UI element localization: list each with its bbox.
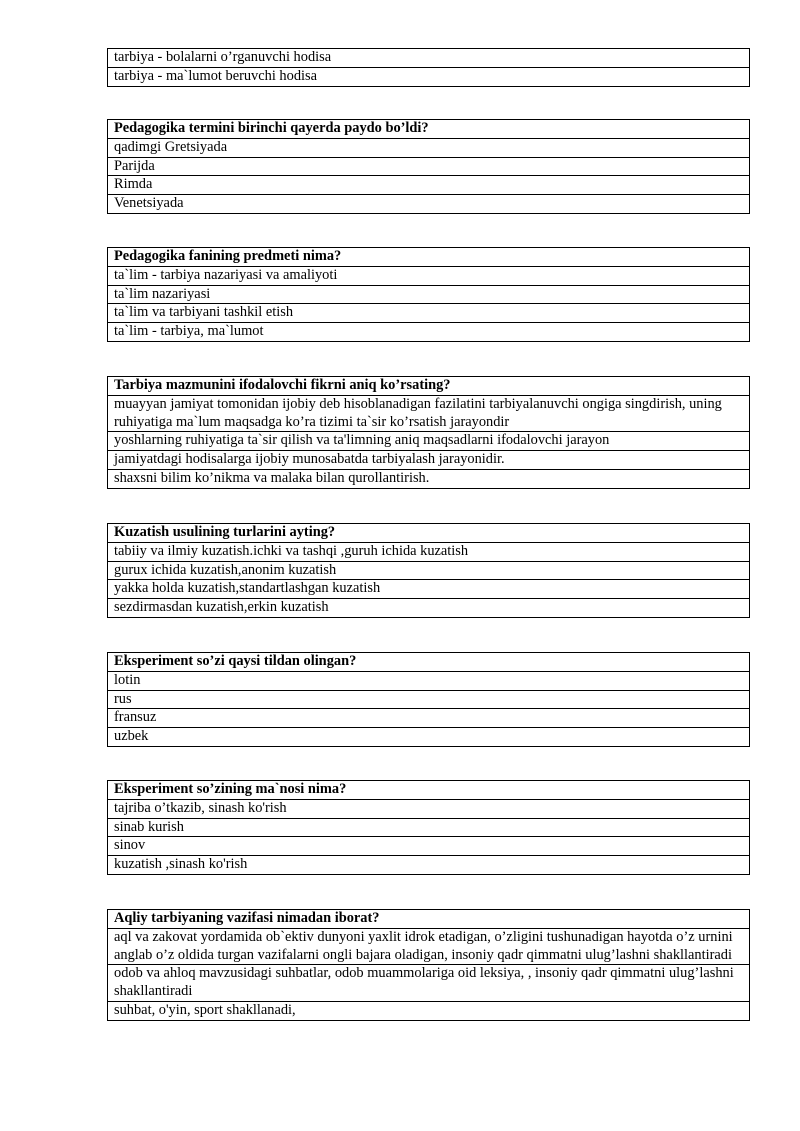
answer-option[interactable]: tabiiy va ilmiy kuzatish.ichki va tashqi ,guruh ichida kuzatish bbox=[108, 542, 750, 561]
question-table bbox=[107, 909, 750, 1021]
question-text: Pedagogika fanining predmeti nima? bbox=[108, 248, 750, 267]
answer-option[interactable]: ta`lim nazariyasi bbox=[108, 285, 750, 304]
answer-option[interactable]: sinab kurish bbox=[108, 818, 750, 837]
answer-option[interactable]: Parijda bbox=[108, 157, 750, 176]
answer-option[interactable]: ta`lim va tarbiyani tashkil etish bbox=[108, 304, 750, 323]
question-text: Aqliy tarbiyaning vazifasi nimadan iborat? bbox=[108, 910, 750, 929]
answer-option[interactable]: Venetsiyada bbox=[108, 195, 750, 214]
question-table bbox=[107, 780, 750, 875]
question-table bbox=[107, 247, 750, 342]
answer-option[interactable]: muayyan jamiyat tomonidan ijobiy deb hisoblanadigan fazilatini tarbiyalanuvchi ongiga singdirish, uning ruhiyatiga ma`lum maqsadga ko’ra tizimi ta`sir ko’rsatish jarayondir bbox=[108, 395, 750, 432]
answer-option[interactable]: shaxsni bilim ko’nikma va malaka bilan qurollantirish. bbox=[108, 469, 750, 488]
question-text: Pedagogika termini birinchi qayerda paydo bo’ldi? bbox=[108, 120, 750, 139]
question-table bbox=[107, 652, 750, 747]
answer-table-continued bbox=[107, 48, 750, 87]
question-text: Eksperiment so’zi qaysi tildan olingan? bbox=[108, 653, 750, 672]
answer-option[interactable]: fransuz bbox=[108, 709, 750, 728]
answer-option[interactable]: suhbat, o'yin, sport shakllanadi, bbox=[108, 1001, 750, 1020]
answer-option[interactable]: lotin bbox=[108, 671, 750, 690]
answer-option[interactable]: tarbiya - bolalarni o’rganuvchi hodisa bbox=[108, 49, 750, 68]
answer-option[interactable]: aql va zakovat yordamida ob`ektiv dunyoni yaxlit idrok etadigan, o’zligini tushunadigan hayotda o’z urnini anglab o’z oldida turgan vazifalarni ongli bajara oladigan, insoniy qadr qimmatni ulug’lashni shakllantiradi bbox=[108, 928, 750, 965]
question-table bbox=[107, 523, 750, 618]
answer-option[interactable]: yoshlarning ruhiyatiga ta`sir qilish va ta'limning aniq maqsadlarni ifodalovchi jarayon bbox=[108, 432, 750, 451]
question-table bbox=[107, 376, 750, 489]
answer-option[interactable]: kuzatish ,sinash ko'rish bbox=[108, 856, 750, 875]
question-text: Tarbiya mazmunini ifodalovchi fikrni aniq ko’rsating? bbox=[108, 377, 750, 396]
answer-option[interactable]: qadimgi Gretsiyada bbox=[108, 138, 750, 157]
answer-option[interactable]: odob va ahloq mavzusidagi suhbatlar, odob muammolariga oid leksiya, , insoniy qadr qimmatni ulug’lashni shakllantiradi bbox=[108, 965, 750, 1002]
answer-option[interactable]: sezdirmasdan kuzatish,erkin kuzatish bbox=[108, 599, 750, 618]
answer-option[interactable]: ta`lim - tarbiya, ma`lumot bbox=[108, 323, 750, 342]
answer-option[interactable]: tarbiya - ma`lumot beruvchi hodisa bbox=[108, 67, 750, 86]
answer-option[interactable]: uzbek bbox=[108, 728, 750, 747]
answer-option[interactable]: sinov bbox=[108, 837, 750, 856]
answer-option[interactable]: rus bbox=[108, 690, 750, 709]
question-text: Eksperiment so’zining ma`nosi nima? bbox=[108, 781, 750, 800]
question-text: Kuzatish usulining turlarini ayting? bbox=[108, 524, 750, 543]
answer-option[interactable]: ta`lim - tarbiya nazariyasi va amaliyoti bbox=[108, 266, 750, 285]
answer-option[interactable]: Rimda bbox=[108, 176, 750, 195]
question-table bbox=[107, 119, 750, 214]
answer-option[interactable]: jamiyatdagi hodisalarga ijobiy munosabatda tarbiyalash jarayonidir. bbox=[108, 451, 750, 470]
answer-option[interactable]: tajriba o’tkazib, sinash ko'rish bbox=[108, 799, 750, 818]
answer-option[interactable]: gurux ichida kuzatish,anonim kuzatish bbox=[108, 561, 750, 580]
answer-option[interactable]: yakka holda kuzatish,standartlashgan kuzatish bbox=[108, 580, 750, 599]
